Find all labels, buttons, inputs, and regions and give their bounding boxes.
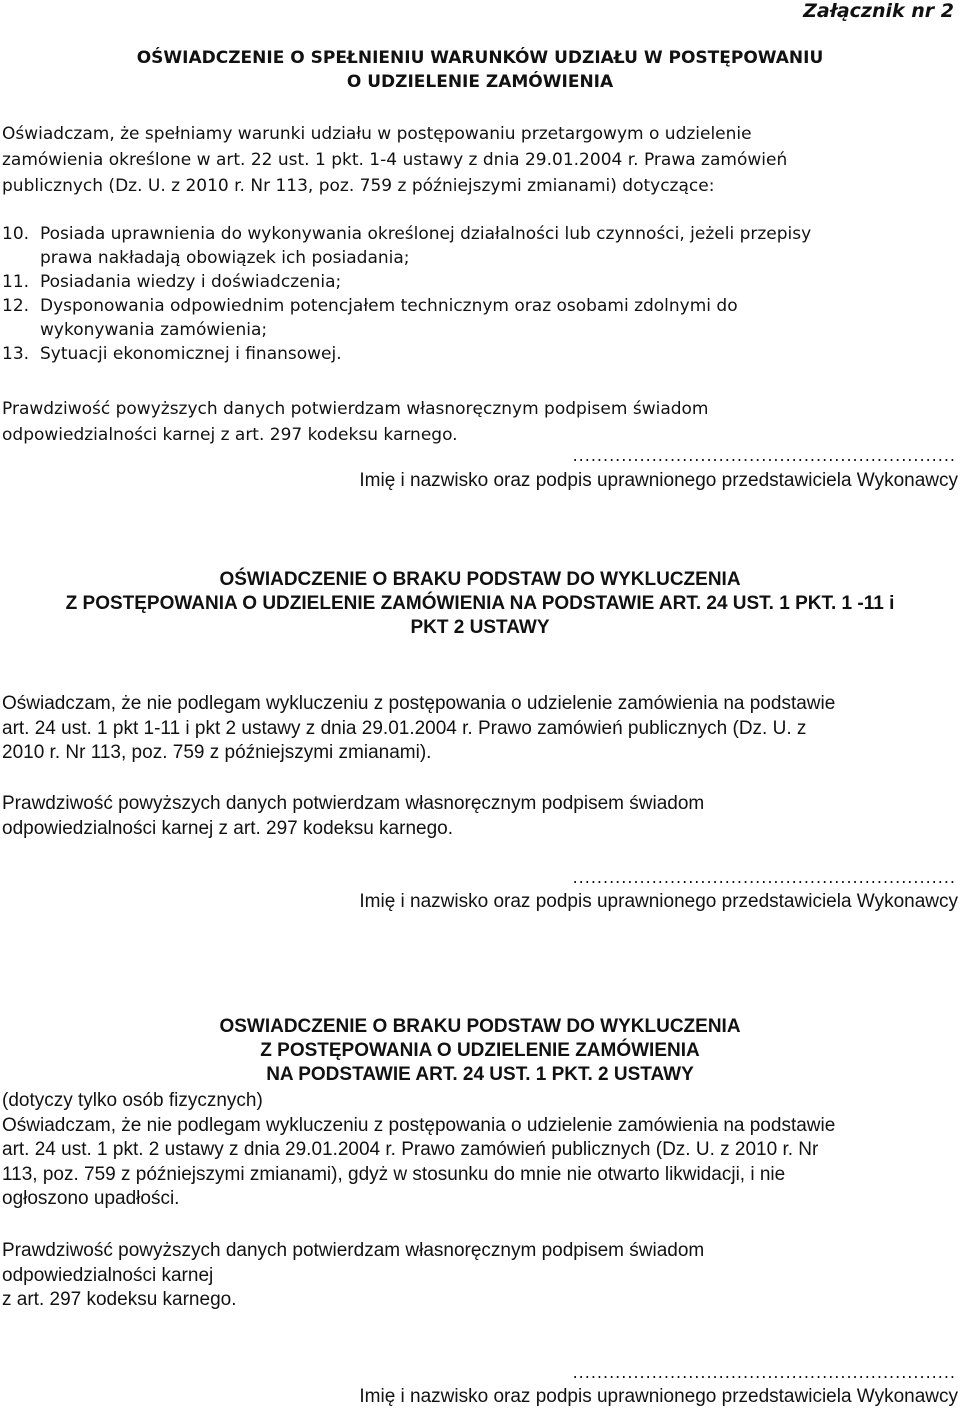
section3-signature-line: ...............................................................	[572, 1363, 956, 1382]
section3-title-line1: OSWIADCZENIE O BRAKU PODSTAW DO WYKLUCZENIA	[219, 1016, 741, 1037]
section1-intro-line3: publicznych (Dz. U. z 2010 r. Nr 113, poz. 759 z późniejszymi zmianami) dotyczące:	[2, 176, 715, 196]
section3-title	[0, 1015, 960, 1087]
section2-body-line1: Oświadczam, że nie podlegam wykluczeniu z postępowania o udzielenie zamówienia na podstawie	[2, 693, 836, 714]
section3-body	[2, 1089, 957, 1212]
section1-title	[0, 46, 960, 94]
section3-attest-line1: Prawdziwość powyższych danych potwierdzam własnoręcznym podpisem świadom	[2, 1240, 705, 1261]
section2-title-line1: OŚWIADCZENIE O BRAKU PODSTAW DO WYKLUCZENIA	[219, 569, 741, 590]
section2-attest-line1: Prawdziwość powyższych danych potwierdzam własnoręcznym podpisem świadom	[2, 793, 705, 814]
section3-title-line2: Z POSTĘPOWANIA O UDZIELENIE ZAMÓWIENIA	[260, 1040, 700, 1061]
section2-attest-line2: odpowiedzialności karnej z art. 297 kodeksu karnego.	[2, 817, 453, 839]
section2-body-line3: 2010 r. Nr 113, poz. 759 z późniejszymi zmianami).	[2, 742, 432, 763]
list-item-number: 12.	[2, 296, 30, 316]
section3-attest-line2: odpowiedzialności karnej	[2, 1264, 214, 1286]
section2-body-line2: art. 24 ust. 1 pkt 1-11 i pkt 2 ustawy z dnia 29.01.2004 r. Prawo zamówień publicznych (Dz. U. z	[2, 717, 807, 739]
section3-body-line2: art. 24 ust. 1 pkt. 2 ustawy z dnia 29.01.2004 r. Prawo zamówień publicznych (Dz. U. z 2010 r. Nr	[2, 1139, 819, 1160]
section3-signature-label: Imię i nazwisko oraz podpis uprawnionego przedstawiciela Wykonawcy	[359, 1386, 958, 1407]
section3-attestation	[2, 1239, 957, 1313]
section2-attestation	[2, 792, 957, 841]
list-item-number: 11.	[2, 272, 30, 292]
section3-body-line4: ogłoszono upadłości.	[2, 1188, 180, 1209]
section1-signature-label: Imię i nazwisko oraz podpis uprawnionego przedstawiciela Wykonawcy	[359, 470, 958, 491]
list-item-text: Posiada uprawnienia do wykonywania określonej działalności lub czynności, jeżeli przepisy	[40, 224, 812, 244]
section1-signature-line: ...............................................................	[572, 446, 956, 465]
section1-conditions-list	[2, 222, 957, 366]
list-item	[2, 342, 957, 366]
list-item	[2, 270, 957, 294]
section1-intro-line2: zamówienia określone w art. 22 ust. 1 pkt. 1-4 ustawy z dnia 29.01.2004 r. Prawa zamówień	[2, 150, 788, 170]
section1-title-line1: OŚWIADCZENIE O SPEŁNIENIU WARUNKÓW UDZIAŁU W POSTĘPOWANIU	[136, 48, 824, 68]
section2-signature-line: ...............................................................	[572, 868, 956, 887]
section1-title-line2: O UDZIELENIE ZAMÓWIENIA	[346, 72, 614, 92]
section2-body	[2, 692, 957, 766]
list-item	[2, 222, 957, 270]
section3-note: (dotyczy tylko osób fizycznych)	[2, 1090, 263, 1111]
section1-intro	[2, 121, 957, 199]
section3-body-line1: Oświadczam, że nie podlegam wykluczeniu z postępowania o udzielenie zamówienia na podstawie	[2, 1114, 836, 1136]
section2-title-line3: PKT 2 USTAWY	[410, 617, 550, 638]
section3-attest-line3: z art. 297 kodeksu karnego.	[2, 1289, 237, 1310]
section1-attest-line1: Prawdziwość powyższych danych potwierdzam własnoręcznym podpisem świadom	[2, 399, 709, 419]
section3-body-line3: 113, poz. 759 z późniejszymi zmianami), gdyż w stosunku do mnie nie otwarto likwidacji, i nie	[2, 1163, 786, 1185]
section1-intro-line1: Oświadczam, że spełniamy warunki udziału w postępowaniu przetargowym o udzielenie	[2, 124, 752, 144]
section2-signature-label: Imię i nazwisko oraz podpis uprawnionego przedstawiciela Wykonawcy	[359, 891, 958, 912]
section2-title	[0, 568, 960, 640]
list-item-number: 10.	[2, 224, 30, 244]
section1-attest-line2: odpowiedzialności karnej z art. 297 kodeksu karnego.	[2, 425, 458, 445]
list-item-text: wykonywania zamówienia;	[40, 320, 268, 340]
list-item-number: 13.	[2, 344, 30, 364]
annex-label: Załącznik nr 2	[803, 0, 954, 22]
section3-title-line3: NA PODSTAWIE ART. 24 UST. 1 PKT. 2 USTAWY	[266, 1064, 694, 1085]
list-item	[2, 294, 957, 342]
section2-title-line2: Z POSTĘPOWANIA O UDZIELENIE ZAMÓWIENIA NA PODSTAWIE ART. 24 UST. 1 PKT. 1 -11 i	[65, 593, 895, 614]
list-item-text: prawa nakładają obowiązek ich posiadania;	[40, 248, 410, 268]
list-item-text: Dysponowania odpowiednim potencjałem technicznym oraz osobami zdolnymi do	[40, 296, 738, 316]
section1-attestation	[2, 396, 957, 448]
list-item-text: Sytuacji ekonomicznej i finansowej.	[40, 344, 342, 364]
list-item-text: Posiadania wiedzy i doświadczenia;	[40, 272, 342, 292]
